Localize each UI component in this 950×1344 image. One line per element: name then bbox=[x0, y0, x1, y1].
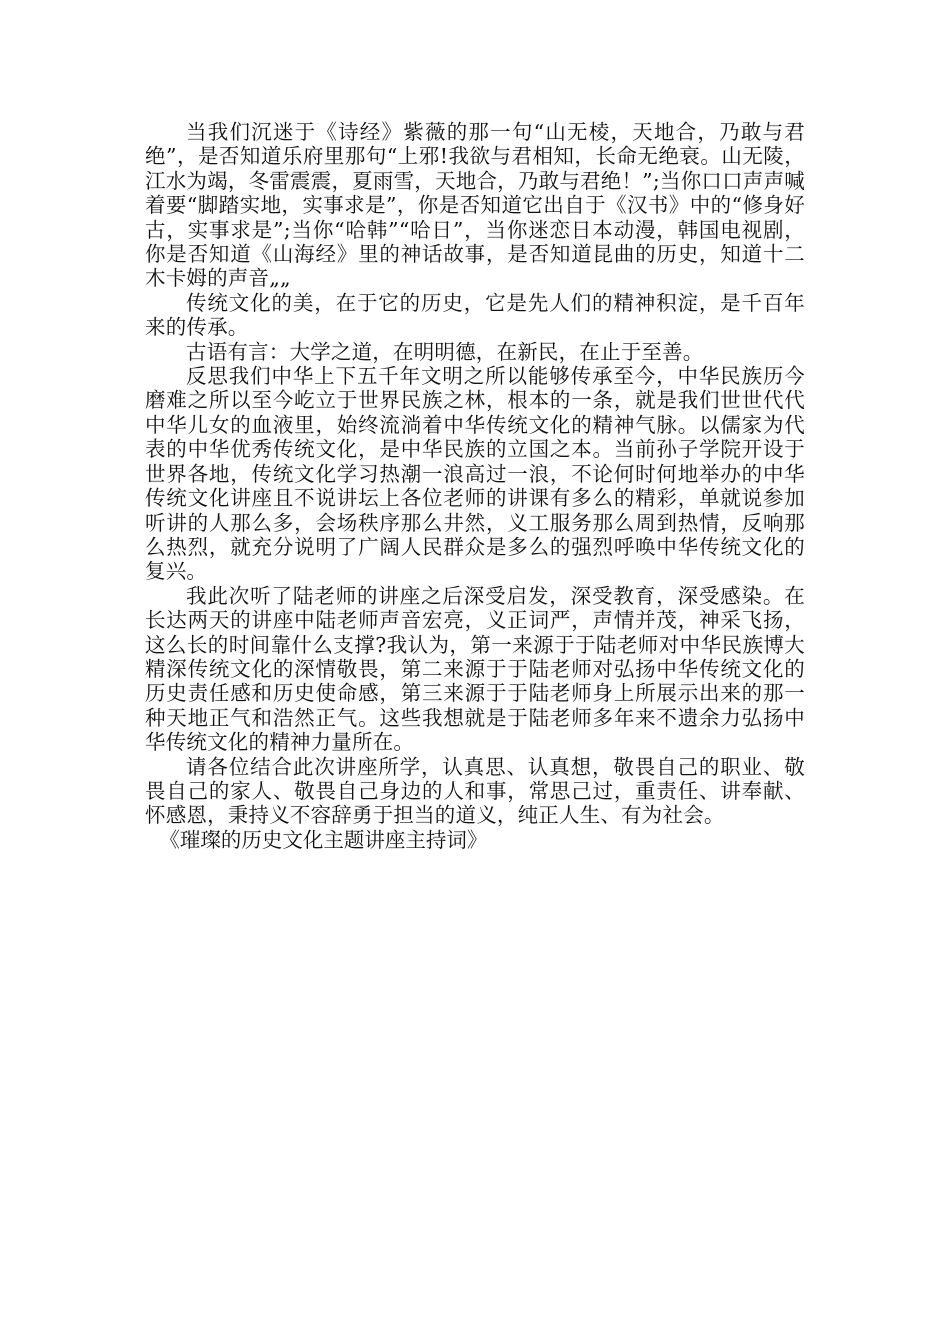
paragraph-lecture-impression: 我此次听了陆老师的讲座之后深受启发，深受教育，深受感染。在长达两天的讲座中陆老师声音宏亮，义正词严，声情并茂，神采飞扬，这么长的时间靠什么支撑?我认为，第一来源于于陆老师对中华民族博大精深传统文化的深情敬畏，第二来源于于陆老师对弘扬中华传统文化的历史责任感和历史使命感，第三来源于于陆老师身上所展示出来的那一种天地正气和浩然正气。这些我想就是于陆老师多年来不遗余力弘扬中华传统文化的精神力量所在。 bbox=[145, 583, 805, 755]
paragraph-closing-appeal: 请各位结合此次讲座所学，认真思、认真想，敬畏自己的职业、敬畏自己的家人、敬畏自己身边的人和事，常思己过，重责任、讲奉献、怀感恩，秉持义不容辞勇于担当的道义，纯正人生、有为社会。 bbox=[145, 754, 805, 828]
closing-title: 《璀璨的历史文化主题讲座主持词》 bbox=[159, 827, 488, 852]
document-body bbox=[145, 120, 805, 852]
paragraph-poetry: 当我们沉迷于《诗经》紫薇的那一句“山无棱，天地合，乃敢与君绝”，是否知道乐府里那句“上邪!我欲与君相知，长命无绝衰。山无陵，江水为竭，冬雷震震，夏雨雪，天地合，乃敢与君绝！”;当你口口声声喊着要“脚踏实地，实事求是”，你是否知道它出自于《汉书》中的“修身好古，实事求是”;当你“哈韩”“哈日”，当你迷恋日本动漫，韩国电视剧，你是否知道《山海经》里的神话故事，是否知道昆曲的历史，知道十二木卡姆的声音„„ bbox=[145, 120, 805, 291]
paragraph-reflection: 反思我们中华上下五千年文明之所以能够传承至今，中华民族历今磨难之所以至今屹立于世界民族之林，根本的一条，就是我们世世代代中华儿女的血液里，始终流淌着中华传统文化的精神气脉。以儒家为代表的中华优秀传统文化，是中华民族的立国之本。当前孙子学院开设于世界各地，传统文化学习热潮一浪高过一浪，不论何时何地举办的中华传统文化讲座且不说讲坛上各位老师的讲课有多么的精彩，单就说参加听讲的人那么多，会场秩序那么井然，义工服务那么周到热情，反响那么热烈，就充分说明了广阔人民群众是多么的强烈呼唤中华传统文化的复兴。 bbox=[145, 364, 805, 584]
paragraph-ancient-saying: 古语有言：大学之道，在明明德，在新民，在止于至善。 bbox=[186, 339, 704, 364]
paragraph-beauty-of-culture: 传统文化的美，在于它的历史，它是先人们的精神积淀，是千百年来的传承。 bbox=[145, 290, 805, 340]
